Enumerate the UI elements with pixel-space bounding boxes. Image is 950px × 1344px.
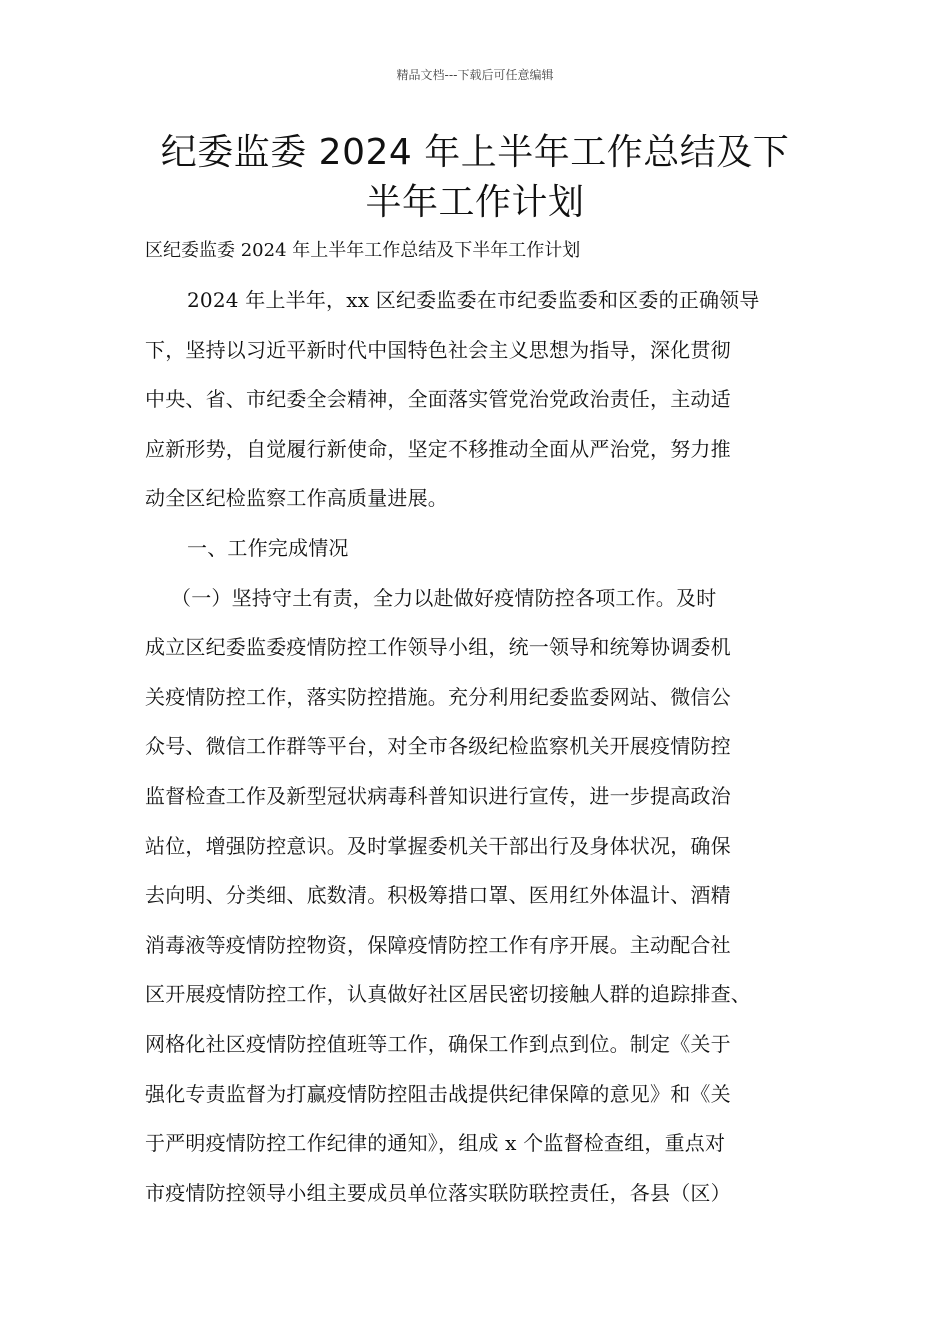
document-body <box>145 280 835 1222</box>
text-line: 网格化社区疫情防控值班等工作，确保工作到点到位。制定《关于 <box>145 1031 731 1056</box>
text-line: 下，坚持以习近平新时代中国特色社会主义思想为指导，深化贯彻 <box>145 337 731 362</box>
title-line-1: 纪委监委 2024 年上半年工作总结及下 <box>160 132 790 173</box>
paragraph-epidemic-control <box>145 578 835 1223</box>
text-line: 强化专责监督为打赢疫情防控阻击战提供纪律保障的意见》和《关 <box>145 1081 731 1106</box>
text-line: 2024 年上半年，xx 区纪委监委在市纪委监委和区委的正确领导 <box>187 288 760 312</box>
text-line: （一）坚持守土有责，全力以赴做好疫情防控各项工作。及时 <box>171 585 717 610</box>
text-line: 监督检查工作及新型冠状病毒科普知识进行宣传，进一步提高政治 <box>145 783 731 808</box>
text-line: 动全区纪检监察工作高质量进展。 <box>145 486 448 511</box>
text-line: 去向明、分类细、底数清。积极筹措口罩、医用红外体温计、酒精 <box>145 883 731 908</box>
header-note: 精品文档---下载后可任意编辑 <box>396 68 554 82</box>
document-subtitle: 区纪委监委 2024 年上半年工作总结及下半年工作计划 <box>145 240 581 261</box>
title-line-2: 半年工作计划 <box>365 182 585 223</box>
section-heading: 一、工作完成情况 <box>187 535 349 560</box>
document-title <box>120 128 830 228</box>
text-line: 中央、省、市纪委全会精神，全面落实管党治党政治责任，主动适 <box>145 387 731 412</box>
text-line: 站位，增强防控意识。及时掌握委机关干部出行及身体状况，确保 <box>145 833 731 858</box>
text-line: 消毒液等疫情防控物资，保障疫情防控工作有序开展。主动配合社 <box>145 932 731 957</box>
text-line: 于严明疫情防控工作纪律的通知》，组成 x 个监督检查组，重点对 <box>145 1131 726 1156</box>
text-line: 市疫情防控领导小组主要成员单位落实联防联控责任，各县（区） <box>145 1180 731 1205</box>
text-line: 应新形势，自觉履行新使命，坚定不移推动全面从严治党，努力推 <box>145 436 731 461</box>
text-line: 关疫情防控工作，落实防控措施。充分利用纪委监委网站、微信公 <box>145 684 731 709</box>
paragraph-intro <box>145 280 835 528</box>
text-line: 区开展疫情防控工作，认真做好社区居民密切接触人群的追踪排查、 <box>145 982 751 1007</box>
text-line: 成立区纪委监委疫情防控工作领导小组，统一领导和统筹协调委机 <box>145 635 731 660</box>
text-line: 众号、微信工作群等平台，对全市各级纪检监察机关开展疫情防控 <box>145 734 731 759</box>
